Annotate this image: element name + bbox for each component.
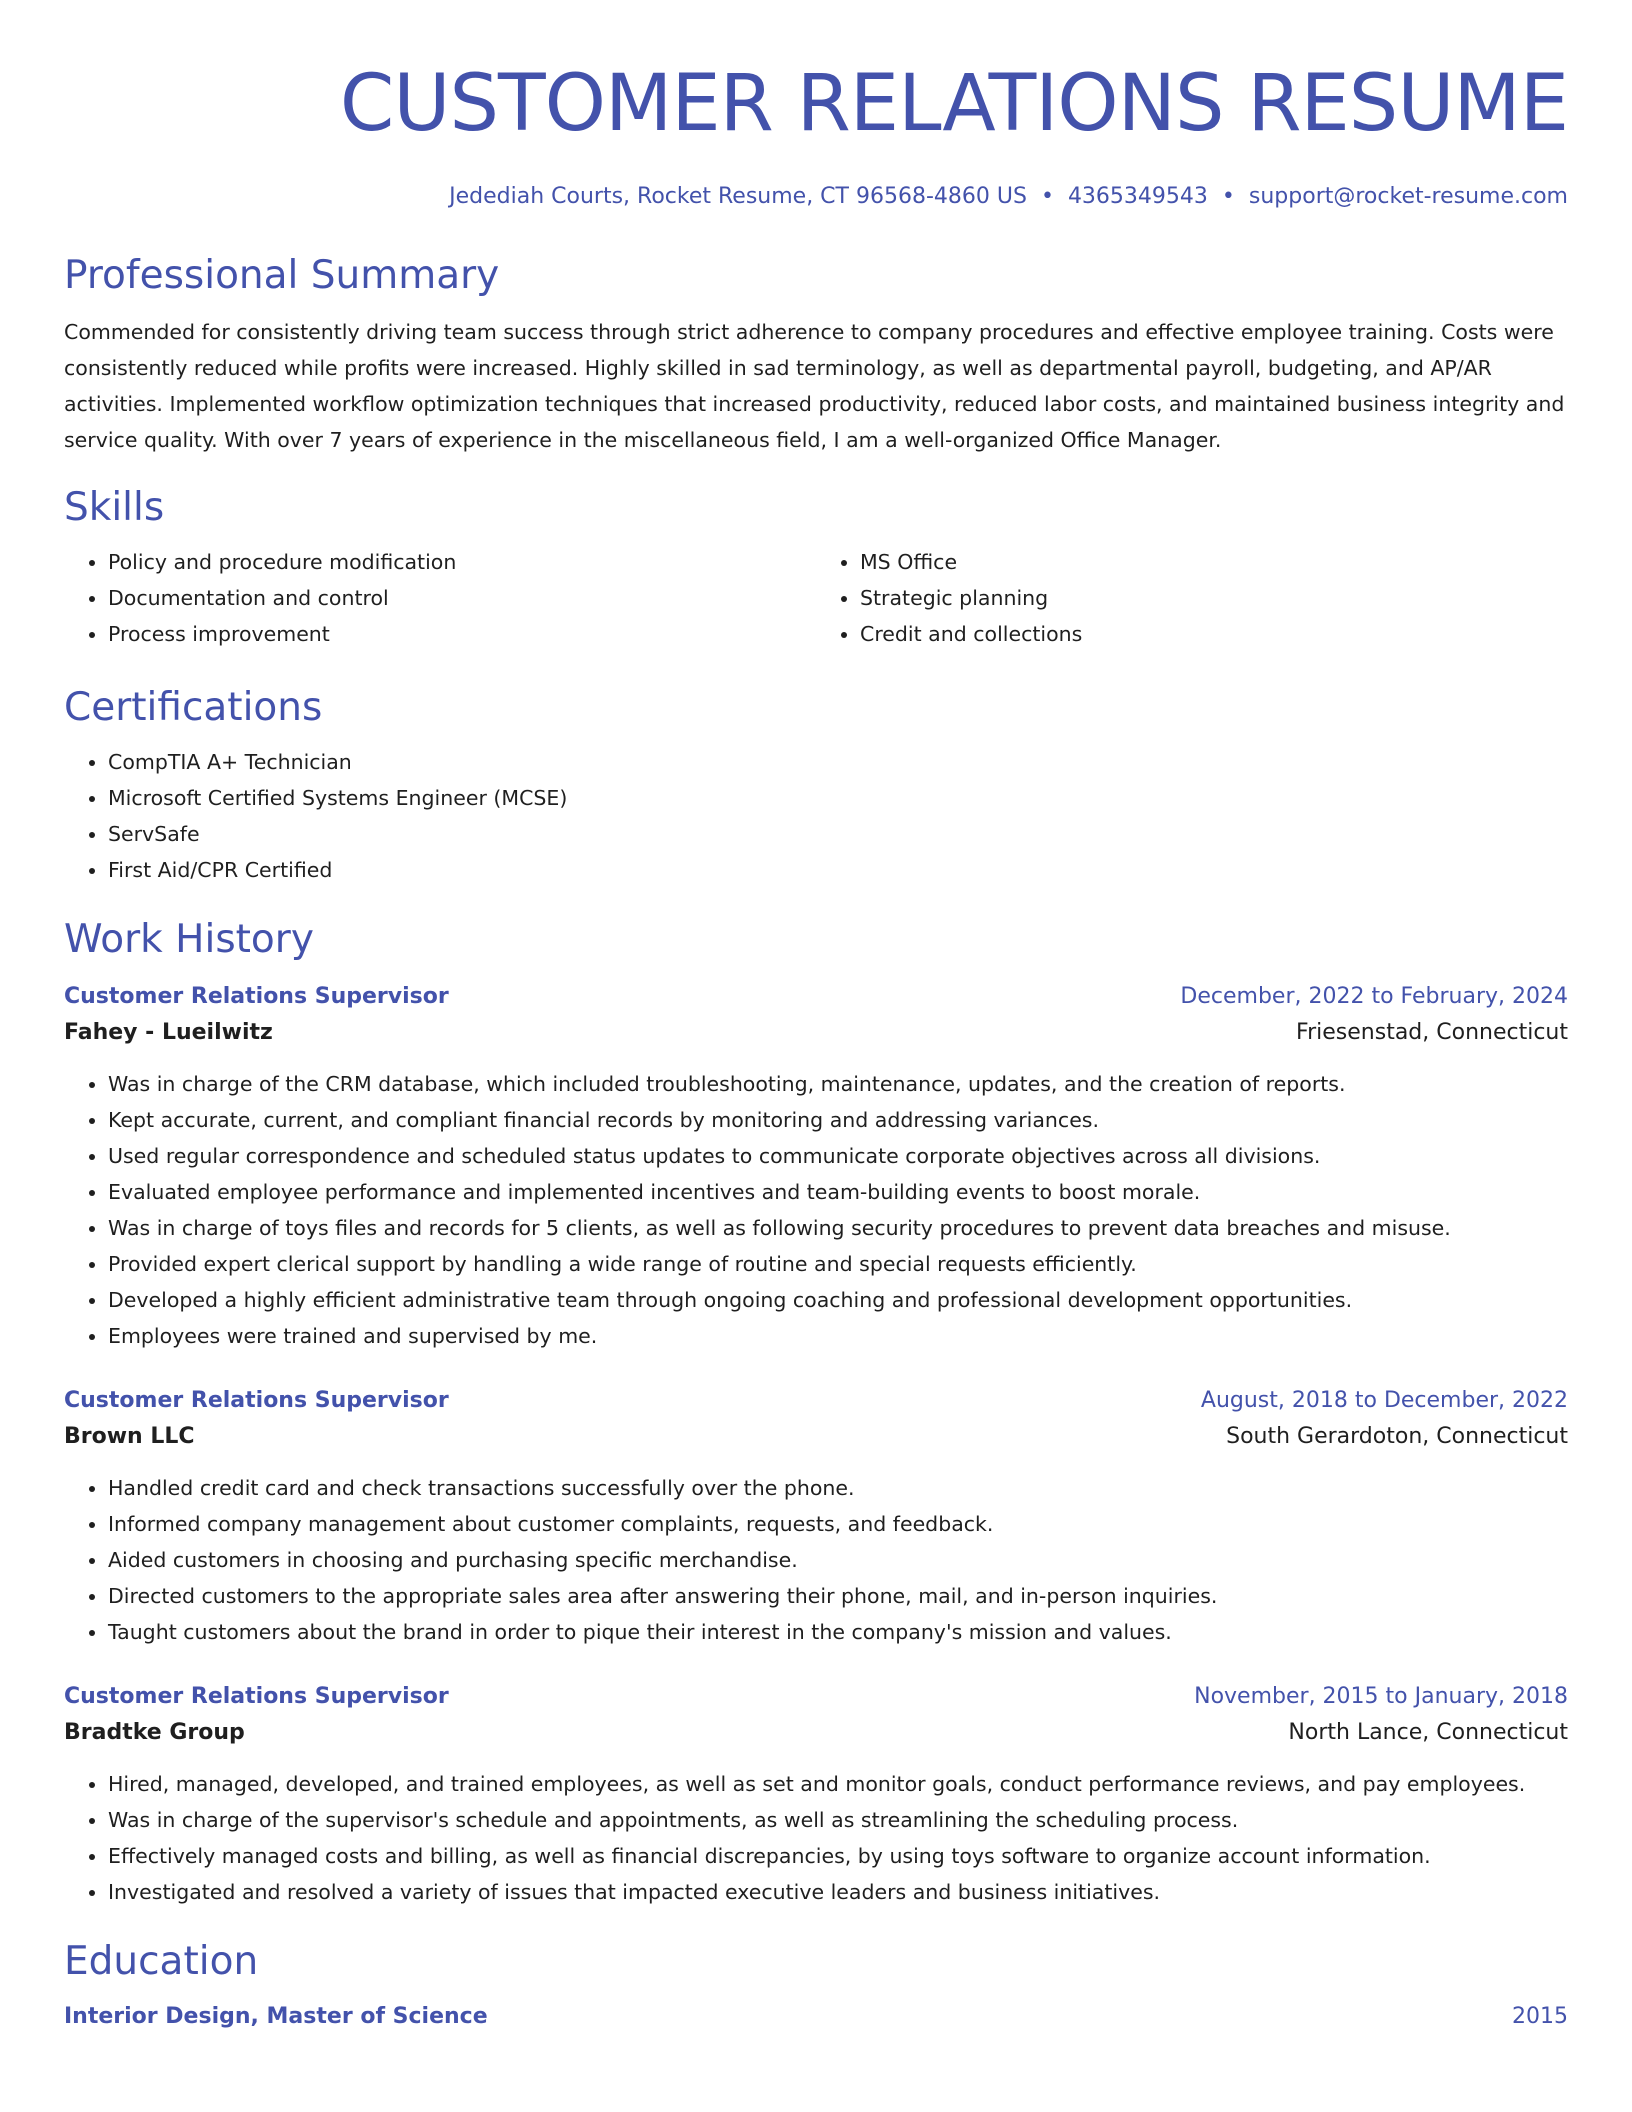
job-duty: • Developed a highly efficient administrative team through ongoing coaching and professional development opportunities. bbox=[108, 1282, 1568, 1318]
job-location: North Lance, Connecticut bbox=[1288, 1720, 1568, 1745]
job-title: Customer Relations Supervisor bbox=[64, 984, 449, 1009]
job-location: Friesenstad, Connecticut bbox=[1296, 1020, 1568, 1045]
summary-text: Commended for consistently driving team success through strict adherence to company procedures and effective employee training. Costs were consistently reduced while profits were increased. Highly skilled in sad terminology, as well as departmental payroll, budgeting, and AP/AR activities. Implemented workflow optimization techniques that increased productivity, reduced labor costs, and maintained business integrity and service quality. With over 7 years of experience in the miscellaneous field, I am a well-organized Office Manager. bbox=[64, 320, 1565, 452]
job-title: Customer Relations Supervisor bbox=[64, 1388, 449, 1413]
job-duty: • Hired, managed, developed, and trained employees, as well as set and monitor goals, conduct performance reviews, and pay employees. bbox=[108, 1766, 1568, 1802]
job-duties bbox=[64, 1066, 1568, 1354]
contact-separator: • bbox=[1040, 184, 1054, 209]
certification-item: • Microsoft Certified Systems Engineer (MCSE) bbox=[108, 780, 1568, 816]
job-company: Brown LLC bbox=[64, 1424, 195, 1449]
contact-separator: • bbox=[1221, 184, 1235, 209]
job-subheader bbox=[64, 1714, 1568, 1752]
job-dates: November, 2015 to January, 2018 bbox=[1194, 1684, 1568, 1709]
education-year: 2015 bbox=[1512, 2004, 1568, 2029]
job-duty: • Kept accurate, current, and compliant financial records by monitoring and addressing variances. bbox=[108, 1102, 1568, 1138]
contact-email: support@rocket-resume.com bbox=[1248, 184, 1568, 209]
skill-item: • Documentation and control bbox=[108, 580, 816, 616]
skills-list bbox=[64, 544, 1568, 652]
job-duty: • Provided expert clerical support by handling a wide range of routine and special requests efficiently. bbox=[108, 1246, 1568, 1282]
skills-column-right bbox=[816, 544, 1568, 652]
job-duty: • Was in charge of toys files and records for 5 clients, as well as following security procedures to prevent data breaches and misuse. bbox=[108, 1210, 1568, 1246]
certification-item: • CompTIA A+ Technician bbox=[108, 744, 1568, 780]
skill-item: • Strategic planning bbox=[860, 580, 1568, 616]
job-subheader bbox=[64, 1418, 1568, 1456]
resume-page bbox=[64, 0, 1568, 2034]
job-header bbox=[64, 980, 1568, 1014]
certifications-heading: Certifications bbox=[64, 685, 323, 730]
job-location: South Gerardoton, Connecticut bbox=[1226, 1424, 1568, 1449]
education-heading: Education bbox=[64, 1939, 259, 1984]
job-duty: • Evaluated employee performance and implemented incentives and team-building events to boost morale. bbox=[108, 1174, 1568, 1210]
certification-item: • ServSafe bbox=[108, 816, 1568, 852]
certifications-list bbox=[64, 744, 1568, 888]
job-dates: August, 2018 to December, 2022 bbox=[1200, 1388, 1568, 1413]
job-duty: • Aided customers in choosing and purchasing specific merchandise. bbox=[108, 1542, 1568, 1578]
job-duty: • Employees were trained and supervised by me. bbox=[108, 1318, 1568, 1354]
job-header bbox=[64, 1384, 1568, 1418]
resume-name: CUSTOMER RELATIONS RESUME bbox=[339, 59, 1568, 149]
job-company: Bradtke Group bbox=[64, 1720, 245, 1745]
contact-address: Jedediah Courts, Rocket Resume, CT 96568-4860 US bbox=[449, 184, 1027, 209]
job-duty: • Effectively managed costs and billing, as well as financial discrepancies, by using toys software to organize account information. bbox=[108, 1838, 1568, 1874]
certification-item: • First Aid/CPR Certified bbox=[108, 852, 1568, 888]
skills-column-left bbox=[64, 544, 816, 652]
job-duty: • Was in charge of the CRM database, which included troubleshooting, maintenance, updates, and the creation of reports. bbox=[108, 1066, 1568, 1102]
job-title: Customer Relations Supervisor bbox=[64, 1684, 449, 1709]
education-degree: Interior Design, Master of Science bbox=[64, 2004, 488, 2029]
skill-item: • Credit and collections bbox=[860, 616, 1568, 652]
education-entry bbox=[64, 2000, 1568, 2034]
contact-line bbox=[64, 182, 1568, 212]
job-header bbox=[64, 1680, 1568, 1714]
summary-heading: Professional Summary bbox=[64, 253, 500, 298]
skills-heading: Skills bbox=[64, 485, 165, 530]
job-duties bbox=[64, 1766, 1568, 1910]
job-entry bbox=[64, 1384, 1568, 1650]
job-duty: • Informed company management about customer complaints, requests, and feedback. bbox=[108, 1506, 1568, 1542]
job-company: Fahey - Lueilwitz bbox=[64, 1020, 273, 1045]
contact-phone: 4365349543 bbox=[1067, 184, 1208, 209]
skill-item: • MS Office bbox=[860, 544, 1568, 580]
job-duty: • Was in charge of the supervisor's schedule and appointments, as well as streamlining the scheduling process. bbox=[108, 1802, 1568, 1838]
job-duty: • Handled credit card and check transactions successfully over the phone. bbox=[108, 1470, 1568, 1506]
job-duty: • Taught customers about the brand in order to pique their interest in the company's mission and values. bbox=[108, 1614, 1568, 1650]
job-entry bbox=[64, 980, 1568, 1354]
job-entry bbox=[64, 1680, 1568, 1910]
job-duty: • Investigated and resolved a variety of issues that impacted executive leaders and business initiatives. bbox=[108, 1874, 1568, 1910]
work-history-heading: Work History bbox=[64, 917, 314, 962]
job-duty: • Directed customers to the appropriate sales area after answering their phone, mail, and in-person inquiries. bbox=[108, 1578, 1568, 1614]
skill-item: • Process improvement bbox=[108, 616, 816, 652]
job-dates: December, 2022 to February, 2024 bbox=[1180, 984, 1568, 1009]
skill-item: • Policy and procedure modification bbox=[108, 544, 816, 580]
job-duty: • Used regular correspondence and scheduled status updates to communicate corporate objectives across all divisions. bbox=[108, 1138, 1568, 1174]
job-subheader bbox=[64, 1014, 1568, 1052]
job-duties bbox=[64, 1470, 1568, 1650]
